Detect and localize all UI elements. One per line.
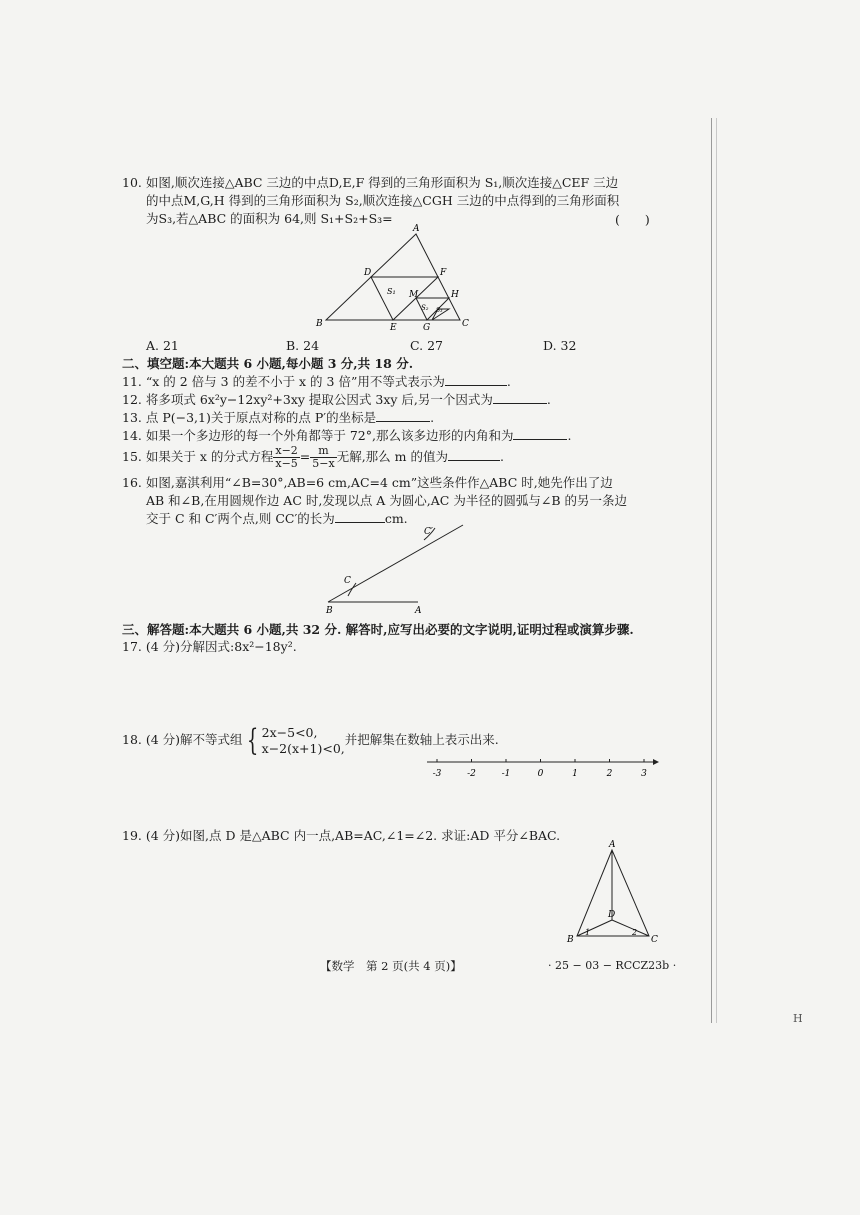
fraction-1-den: x−5 [275, 457, 298, 470]
option-b: B. 24 [286, 338, 320, 353]
q10-figure [310, 222, 485, 334]
number-line-tick-label: 0 [537, 769, 544, 779]
fraction-2-num: m [310, 445, 336, 458]
fig10-label-c: C [462, 319, 469, 329]
q16-line2: AB 和∠B,在用圆规作边 AC 时,发现以点 A 为圆心,AC 为半径的圆弧与∠B 的另一条边 [146, 493, 627, 508]
fig10-label-s3: S₃ [436, 307, 443, 314]
q16-line3-text: 交于 C 和 C′两个点,则 CC′的长为 [146, 511, 335, 526]
q19-figure [565, 838, 660, 946]
q18-suffix: 并把解集在数轴上表示出来. [344, 732, 499, 747]
answer-blank [493, 391, 547, 404]
number-line-tick-label: 2 [606, 769, 613, 779]
section3-heading: 三、解答题:本大题共 6 小题,共 32 分. 解答时,应写出必要的文字说明,证明过程或演算步骤. [122, 622, 634, 637]
q16-line1: 16. 如图,嘉淇利用“∠B=30°,AB=6 cm,AC=4 cm”这些条件作△ABC 时,她先作出了边 [122, 475, 613, 490]
binding-line [716, 118, 717, 1023]
number-line-tick-label: -1 [501, 769, 511, 779]
fraction-2 [310, 445, 336, 470]
q14-text: 14. 如果一个多边形的每一个外角都等于 72°,那么该多边形的内角和为 [122, 428, 514, 443]
fig10-label-g: G [423, 323, 431, 333]
q15: 15. 如果关于 x 的分式方程 $\frac{x-2}{x-5}$ = $\frac{m}{5-x}$ 无解,那么 m 的值为 . [122, 444, 504, 470]
fig10-label-s2: S₂ [421, 304, 429, 312]
fig10-label-d: D [364, 268, 372, 278]
option-a: A. 21 [146, 338, 179, 353]
answer-blank [445, 373, 507, 386]
inequality-2: x−2(x+1)<0, [261, 740, 345, 756]
fig16-label-c: C [344, 576, 351, 586]
fig10-label-f: F [440, 268, 447, 278]
triangle-abc [577, 850, 649, 936]
brace-icon: { [246, 722, 258, 758]
number-line [425, 758, 660, 784]
answer-blank [513, 427, 567, 440]
q16-figure [318, 520, 468, 616]
fig16-label-b: B [326, 606, 333, 616]
q15-eq: = [299, 449, 311, 464]
q10-line3: 为S₃,若△ABC 的面积为 64,则 S₁+S₂+S₃= [146, 211, 393, 226]
fig10-label-b: B [316, 319, 323, 329]
q15-prefix: 15. 如果关于 x 的分式方程 [122, 449, 274, 464]
arrow-icon [653, 759, 659, 765]
option-c: C. 27 [410, 338, 443, 353]
q17: 17. (4 分)分解因式:8x²−18y². [122, 639, 297, 654]
section2-heading: 二、填空题:本大题共 6 小题,每小题 3 分,共 18 分. [122, 356, 414, 371]
answer-blank [448, 448, 500, 461]
fig19-label-b: B [567, 935, 574, 945]
inequality-system [262, 725, 345, 757]
fig16-label-c-prime: C′ [424, 527, 433, 537]
q12-text: 12. 将多项式 6x²y−12xy²+3xy 提取公因式 3xy 后,另一个因式为 [122, 392, 493, 407]
q16-unit: cm. [384, 511, 408, 526]
q11: 11. “x 的 2 倍与 3 的差不小于 x 的 3 倍”用不等式表示为 . [122, 374, 511, 389]
fig19-label-a: A [609, 840, 616, 850]
inequality-1: 2x−5<0, [261, 724, 318, 740]
q12: 12. 将多项式 6x²y−12xy²+3xy 提取公因式 3xy 后,另一个因式为 . [122, 392, 551, 407]
binding-line [711, 118, 712, 1023]
q11-text: 11. “x 的 2 倍与 3 的差不小于 x 的 3 倍”用不等式表示为 [122, 374, 445, 389]
q10-line2: 的中点M,G,H 得到的三角形面积为 S₂,顺次连接△CGH 三边的中点得到的三角形面积 [146, 193, 620, 208]
number-line-tick-label: 1 [572, 769, 578, 779]
option-d: D. 32 [543, 338, 577, 353]
fig10-label-a: A [413, 224, 420, 234]
q14: 14. 如果一个多边形的每一个外角都等于 72°,那么该多边形的内角和为 . [122, 428, 572, 443]
fig19-label-c: C [651, 935, 658, 945]
number-line-tick-label: 3 [641, 769, 647, 779]
fraction-1-num: x−2 [275, 444, 298, 457]
fig16-label-a: A [415, 606, 422, 616]
fraction-1 [273, 445, 299, 470]
number-line-tick-label: -3 [432, 769, 442, 779]
q13-text: 13. 点 P(−3,1)关于原点对称的点 P′的坐标是 [122, 410, 377, 425]
answer-blank [376, 409, 430, 422]
q19: 19. (4 分)如图,点 D 是△ABC 内一点,AB=AC,∠1=∠2. 求证:AD 平分∠BAC. [122, 828, 561, 843]
q15-suffix: 无解,那么 m 的值为 [336, 449, 448, 464]
number-line-tick-label: -2 [467, 769, 476, 779]
q10-line1: 10. 如图,顺次连接△ABC 三边的中点D,E,F 得到的三角形面积为 S₁,顺次连接△CEF 三边 [122, 175, 619, 190]
fig10-label-s1: S₁ [387, 287, 396, 296]
fraction-2-den: 5−x [312, 457, 335, 470]
q18-prefix: 18. (4 分)解不等式组 [122, 732, 243, 747]
fig10-label-h: H [451, 290, 459, 300]
fig10-label-e: E [390, 323, 397, 333]
fig19-label-d: D [608, 910, 616, 920]
ray-b [328, 525, 463, 602]
margin-mark: H [793, 1012, 803, 1025]
q13: 13. 点 P(−3,1)关于原点对称的点 P′的坐标是 . [122, 410, 435, 425]
answer-paren: ( ) [615, 212, 650, 227]
footer-page-info: 【数学 第 2 页(共 4 页)】 [320, 959, 462, 973]
fig10-label-m: M [409, 290, 419, 300]
fig19-label-1: 1 [585, 928, 591, 937]
fig19-label-2: 2 [632, 928, 638, 937]
q18 [122, 722, 499, 758]
footer-code: · 25 − 03 − RCCZ23b · [548, 959, 677, 972]
